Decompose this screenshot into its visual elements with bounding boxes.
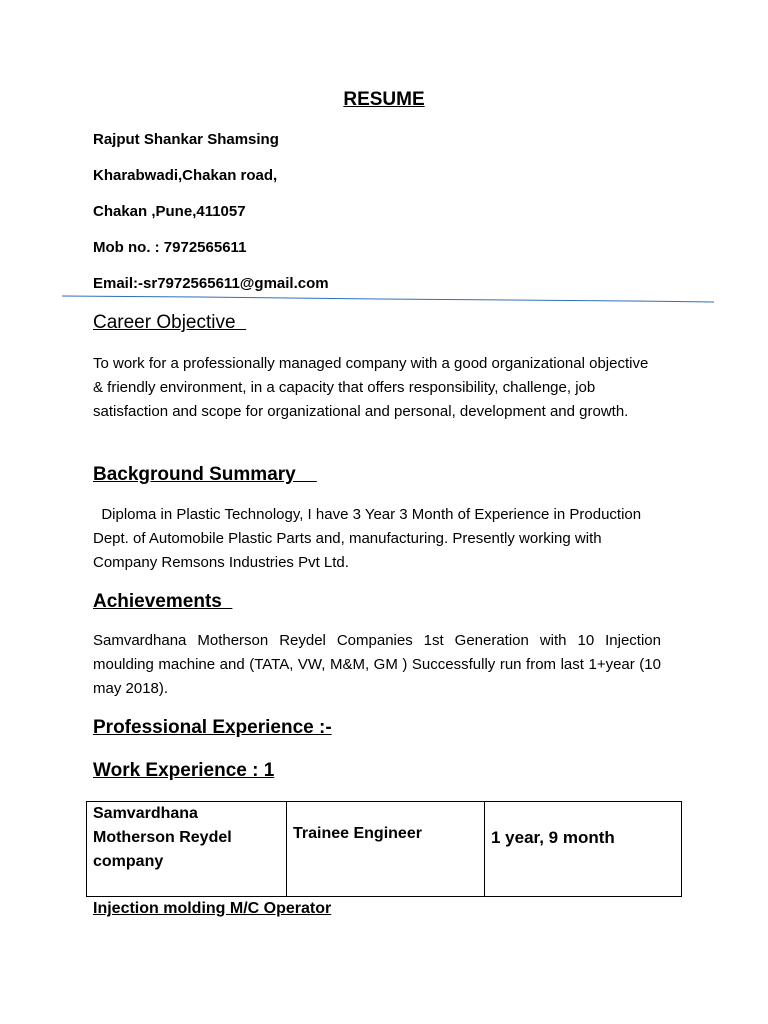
- contact-address-line1: Kharabwadi,Chakan road,: [93, 167, 278, 184]
- table-row: [87, 802, 682, 897]
- work-experience-heading: Work Experience : 1: [93, 760, 275, 781]
- job-role: Trainee Engineer: [293, 825, 422, 842]
- contact-address-line2: Chakan ,Pune,411057: [93, 203, 246, 220]
- document-title: RESUME: [343, 89, 425, 110]
- contact-email: Email:-sr7972565611@gmail.com: [93, 275, 329, 292]
- career-objective-text: To work for a professionally managed company with a good organizational objective & friendly environment, in a capacity that offers responsibility, challenge, job satisfaction and scope for organizational and personal, development and growth.: [93, 355, 649, 420]
- table-cell-role: [287, 802, 485, 897]
- position-note: Injection molding M/C Operator: [93, 900, 332, 917]
- achievements-text: Samvardhana Motherson Reydel Companies 1st Generation with 10 Injection moulding machine and (TATA, VW, M&M, GM ) Successfully run from last 1+year (10 may 2018).: [93, 632, 661, 697]
- professional-experience-heading: Professional Experience :-: [93, 717, 332, 738]
- job-duration: 1 year, 9 month: [491, 828, 615, 847]
- table-cell-duration: [485, 802, 682, 897]
- company-name: Samvardhana Motherson Reydel company: [93, 805, 232, 870]
- achievements-heading: Achievements: [93, 591, 233, 612]
- background-summary-heading: Background Summary: [93, 464, 317, 485]
- background-summary-text: Diploma in Plastic Technology, I have 3 Year 3 Month of Experience in Production Dept. of Automobile Plastic Parts and, manufacturing. Presently working with Company Remsons Industries Pvt Ltd.: [93, 506, 650, 571]
- career-objective-heading: Career Objective: [93, 312, 247, 333]
- contact-name: Rajput Shankar Shamsing: [93, 131, 279, 148]
- table-cell-company: [87, 802, 287, 897]
- contact-mobile: Mob no. : 7972565611: [93, 239, 247, 256]
- work-experience-table: [86, 801, 682, 897]
